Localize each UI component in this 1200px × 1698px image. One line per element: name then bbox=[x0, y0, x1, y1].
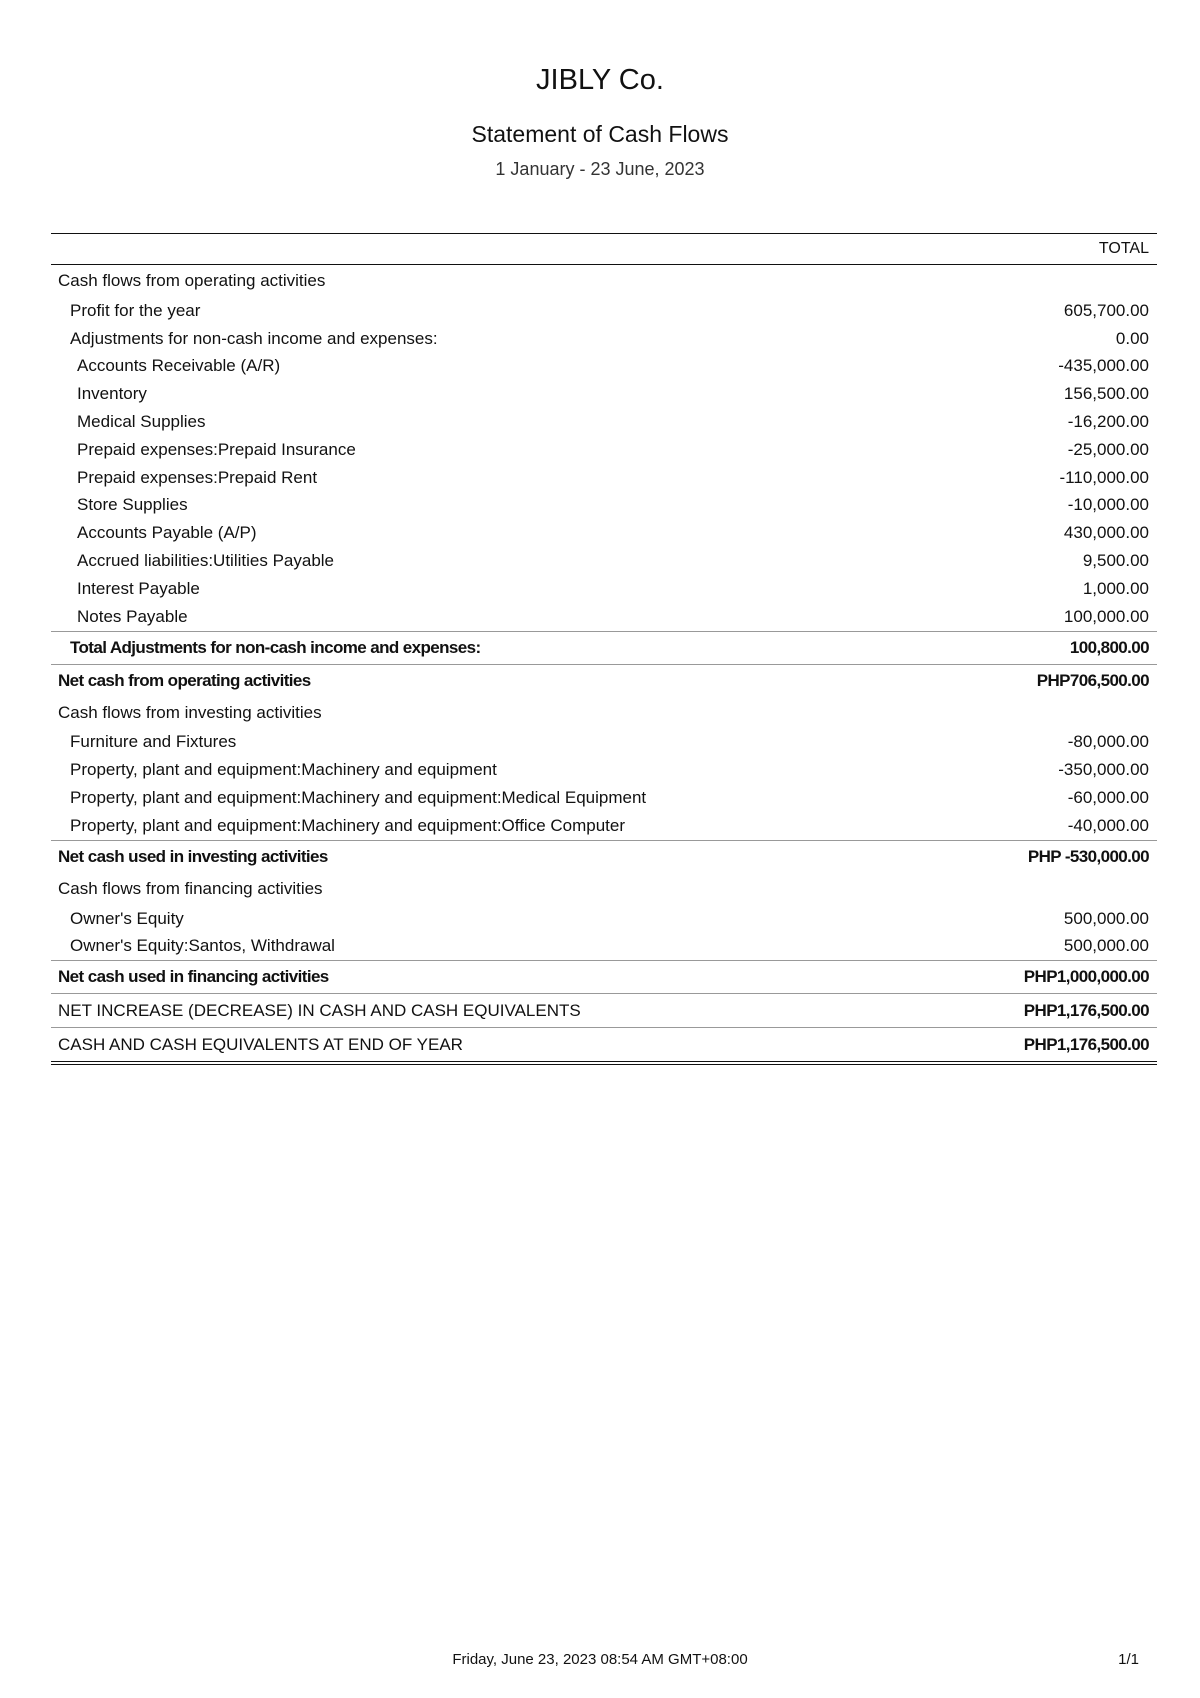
table-row bbox=[51, 812, 1157, 840]
table-row bbox=[51, 519, 1157, 547]
table-row bbox=[51, 353, 1157, 381]
row-amount: PHP1,176,500.00 bbox=[955, 994, 1157, 1028]
row-label: Notes Payable bbox=[77, 606, 188, 626]
row-amount: 0.00 bbox=[1115, 328, 1149, 348]
table-row bbox=[51, 784, 1157, 812]
row-amount: 156,500.00 bbox=[1063, 384, 1149, 404]
table-row bbox=[51, 325, 1157, 353]
section-header-row bbox=[51, 873, 1157, 905]
row-amount: 100,000.00 bbox=[1063, 606, 1149, 626]
row-amount bbox=[955, 265, 1157, 298]
total-row bbox=[51, 1028, 1157, 1064]
table-row bbox=[51, 756, 1157, 784]
row-amount: 430,000.00 bbox=[1063, 523, 1149, 543]
total-row bbox=[51, 840, 1157, 873]
table-row bbox=[51, 297, 1157, 325]
row-amount: -16,200.00 bbox=[1067, 412, 1149, 432]
row-label: NET INCREASE (DECREASE) IN CASH AND CASH EQUIVALENTS bbox=[51, 994, 955, 1028]
row-amount: PHP1,000,000.00 bbox=[955, 961, 1157, 994]
row-amount: -80,000.00 bbox=[1067, 732, 1149, 752]
table-body bbox=[51, 265, 1157, 1064]
total-row bbox=[51, 664, 1157, 697]
report-title: Statement of Cash Flows bbox=[471, 121, 729, 147]
row-label: Cash flows from financing activities bbox=[58, 878, 323, 898]
row-label: Medical Supplies bbox=[77, 412, 206, 432]
total-row bbox=[51, 961, 1157, 994]
total-row bbox=[51, 631, 1157, 664]
table-row bbox=[51, 547, 1157, 575]
row-label: Owner's Equity bbox=[70, 908, 184, 928]
row-label: Net cash used in financing activities bbox=[51, 961, 955, 994]
row-amount: -350,000.00 bbox=[1058, 760, 1149, 780]
row-amount bbox=[955, 697, 1157, 729]
section-header-row bbox=[51, 265, 1157, 298]
row-label: Accounts Payable (A/P) bbox=[77, 523, 257, 543]
table-row bbox=[51, 492, 1157, 520]
table-row bbox=[51, 905, 1157, 933]
total-row bbox=[51, 994, 1157, 1028]
row-amount: 100,800.00 bbox=[955, 631, 1157, 664]
row-label: Prepaid expenses:Prepaid Rent bbox=[77, 467, 318, 487]
table-row bbox=[51, 933, 1157, 961]
table-row bbox=[51, 436, 1157, 464]
section-header-row bbox=[51, 697, 1157, 729]
row-amount: -25,000.00 bbox=[1067, 439, 1149, 459]
row-amount: 500,000.00 bbox=[1063, 908, 1149, 928]
row-label: CASH AND CASH EQUIVALENTS AT END OF YEAR bbox=[51, 1028, 955, 1064]
cash-flow-table bbox=[51, 233, 1157, 1065]
row-label: Property, plant and equipment:Machinery and equipment:Office Computer bbox=[70, 815, 626, 835]
row-amount: PHP1,176,500.00 bbox=[955, 1028, 1157, 1064]
row-amount: -435,000.00 bbox=[1058, 356, 1149, 376]
row-label: Total Adjustments for non-cash income and expenses: bbox=[51, 631, 955, 664]
row-label: Cash flows from operating activities bbox=[58, 271, 326, 290]
row-amount: -10,000.00 bbox=[1067, 495, 1149, 515]
company-name: JIBLY Co. bbox=[536, 64, 664, 96]
footer-timestamp: Friday, June 23, 2023 08:54 AM GMT+08:00 bbox=[452, 1651, 748, 1668]
row-label: Adjustments for non-cash income and expenses: bbox=[70, 328, 438, 348]
row-label: Store Supplies bbox=[77, 495, 188, 515]
row-amount: 9,500.00 bbox=[1082, 551, 1149, 571]
table-row bbox=[51, 408, 1157, 436]
footer-page-number: 1/1 bbox=[1118, 1651, 1139, 1668]
report-period: 1 January - 23 June, 2023 bbox=[495, 159, 705, 179]
row-label: Owner's Equity:Santos, Withdrawal bbox=[70, 936, 335, 956]
table-row bbox=[51, 575, 1157, 603]
row-label: Furniture and Fixtures bbox=[70, 732, 237, 752]
cash-flow-report bbox=[51, 233, 1157, 1065]
table-row bbox=[51, 729, 1157, 757]
row-amount: 1,000.00 bbox=[1082, 578, 1149, 598]
row-label: Profit for the year bbox=[70, 300, 201, 320]
table-header-row bbox=[51, 234, 1157, 265]
row-amount: 500,000.00 bbox=[1063, 936, 1149, 956]
column-header-total: TOTAL bbox=[51, 234, 1157, 265]
row-amount: 605,700.00 bbox=[1063, 300, 1149, 320]
row-label: Accounts Receivable (A/R) bbox=[77, 356, 281, 376]
row-label: Interest Payable bbox=[77, 578, 200, 598]
row-amount: PHP706,500.00 bbox=[955, 664, 1157, 697]
row-label: Cash flows from investing activities bbox=[58, 702, 322, 722]
row-amount: -40,000.00 bbox=[1067, 815, 1149, 835]
table-row bbox=[51, 464, 1157, 492]
row-label: Net cash used in investing activities bbox=[51, 840, 955, 873]
row-amount bbox=[955, 873, 1157, 905]
row-label: Accrued liabilities:Utilities Payable bbox=[77, 551, 335, 571]
table-row bbox=[51, 603, 1157, 631]
row-label: Inventory bbox=[77, 384, 147, 404]
row-label: Property, plant and equipment:Machinery and equipment:Medical Equipment bbox=[70, 788, 647, 808]
table-row bbox=[51, 380, 1157, 408]
row-label: Prepaid expenses:Prepaid Insurance bbox=[77, 439, 356, 459]
row-label: Property, plant and equipment:Machinery and equipment bbox=[70, 760, 497, 780]
row-amount: -110,000.00 bbox=[1059, 467, 1149, 487]
row-amount: -60,000.00 bbox=[1067, 788, 1149, 808]
row-amount: PHP -530,000.00 bbox=[955, 840, 1157, 873]
row-label: Net cash from operating activities bbox=[51, 664, 955, 697]
